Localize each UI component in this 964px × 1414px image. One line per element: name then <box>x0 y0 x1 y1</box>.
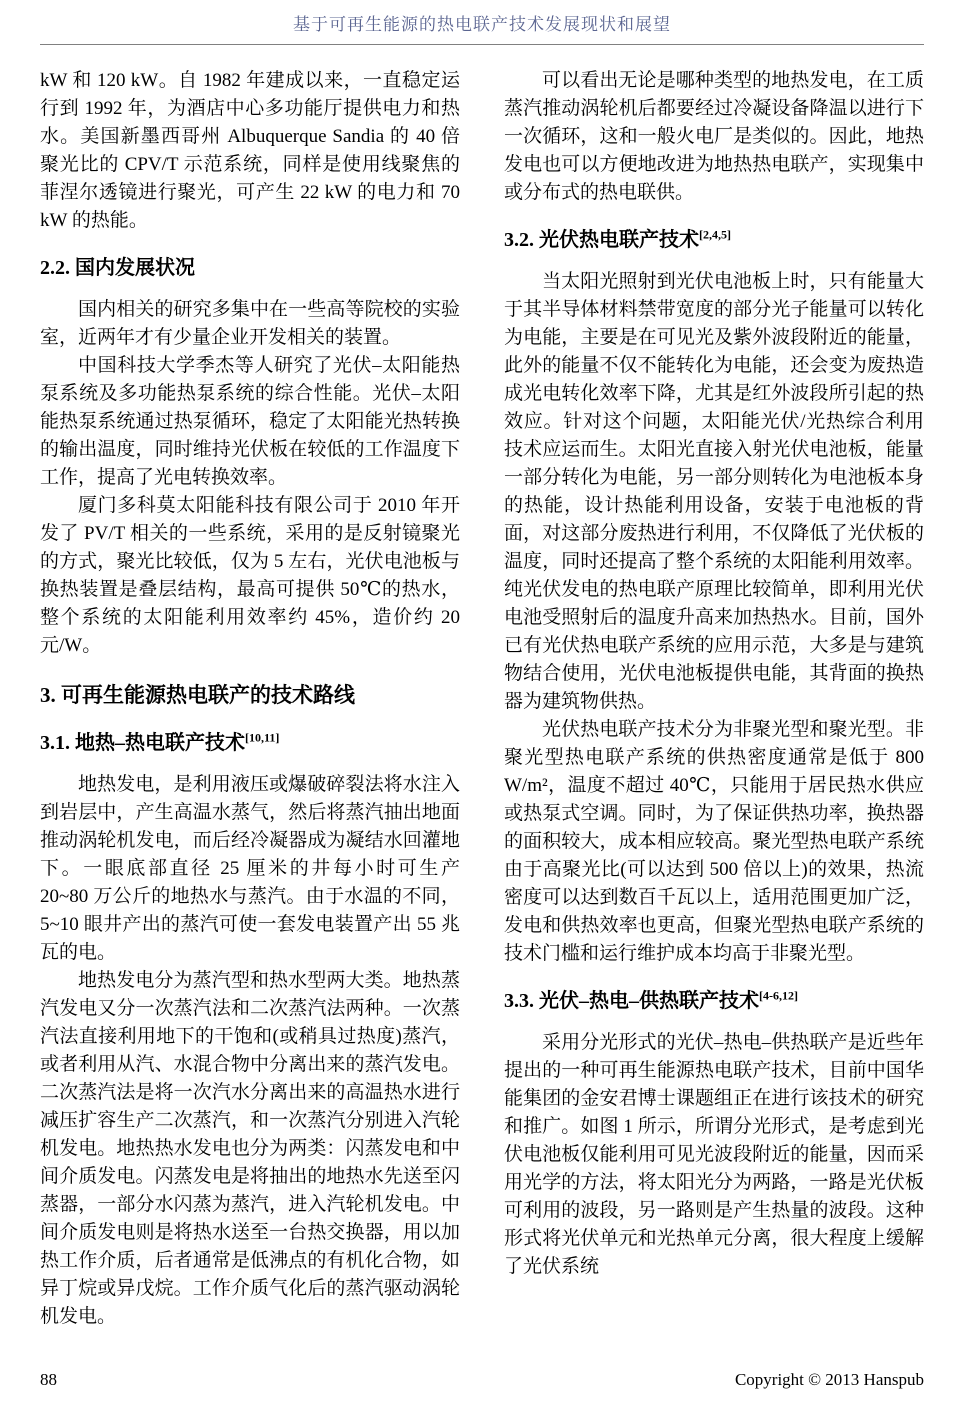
paragraph: 中国科技大学季杰等人研究了光伏–太阳能热泵系统及多功能热泵系统的综合性能。光伏–太阳能热泵系统通过热泵循环，稳定了太阳能光热转换的输出温度，同时维持光伏板在较低的工作温度下工作，提高了光电转换效率。 <box>40 355 460 488</box>
right-column <box>504 67 924 1360</box>
citation-reference: [10,11] <box>245 730 280 745</box>
left-column <box>40 67 460 1360</box>
paragraph: 地热发电，是利用液压或爆破碎裂法将水注入到岩层中，产生高温水蒸气，然后将蒸汽抽出地面推动涡轮机发电，而后经冷凝器成为凝结水回灌地下。一眼底部直径 25 厘米的井每小时可生产 20~80 万公斤的地热水与蒸汽。由于水温的不同，5~10 眼井产出的蒸汽可使一套发电装置产出 55 兆瓦的电。 <box>40 774 460 963</box>
heading-text: 3.1. 地热–热电联产技术 <box>40 732 245 754</box>
paragraph: 当太阳光照射到光伏电池板上时，只有能量大于其半导体材料禁带宽度的部分光子能量可以转化为电能，主要是在可见光及紫外波段附近的能量，此外的能量不仅不能转化为电能，还会变为废热造成光电转化效率下降，尤其是红外波段所引起的热效应。针对这个问题，太阳能光伏/光热综合利用技术应运而生。太阳光直接入射光伏电池板，能量一部分转化为电能，另一部分则转化为电池板本身的热能，设计热能利用设备，安装于电池板的背面，对这部分废热进行利用，不仅降低了光伏板的温度，同时还提高了整个系统的太阳能利用效率。纯光伏发电的热电联产原理比较简单，即利用光伏电池受照射后的温度升高来加热热水。目前，国外已有光伏热电联产系统的应用示范，大多是与建筑物结合使用，光伏电池板提供电能，其背面的换热器为建筑物供热。 <box>504 271 924 712</box>
citation-reference: [2,4,5] <box>699 227 731 242</box>
paragraph: 光伏热电联产技术分为非聚光型和聚光型。非聚光型热电联产系统的供热密度通常是低于 800 W/m²，温度不超过 40℃，只能用于居民热水供应或热泵式空调。同时，为了保证供热功率，换热器的面积较大，成本相应较高。聚光型热电联产系统由于高聚光比(可以达到 500 倍以上)的效果，热流密度可以达到数百千瓦以上，适用范围更加广泛，发电和供热效率也更高，但聚光型热电联产系统的技术门槛和运行维护成本均高于非聚光型。 <box>504 719 924 964</box>
section-heading <box>40 729 460 758</box>
page-footer <box>40 1360 924 1390</box>
citation-reference: [4-6,12] <box>759 988 798 1003</box>
paragraph: 可以看出无论是哪种类型的地热发电，在工质蒸汽推动涡轮机后都要经过冷凝设备降温以进行下一次循环，这和一般火电厂是类似的。因此，地热发电也可以方便地改进为地热热电联产，实现集中或分布式的热电联供。 <box>504 70 924 203</box>
paragraph: kW 和 120 kW。自 1982 年建成以来，一直稳定运行到 1992 年，为酒店中心多功能厅提供电力和热水。美国新墨西哥州 Albuquerque Sandia 的 40 倍聚光比的 CPV/T 示范系统，同样是使用线聚焦的菲涅尔透镜进行聚光，可产生 22 kW 的电力和 70 kW 的热能。 <box>40 70 460 231</box>
two-column-content <box>40 67 924 1360</box>
paragraph: 国内相关的研究多集中在一些高等院校的实验室，近两年才有少量企业开发相关的装置。 <box>40 299 460 348</box>
page-number: 88 <box>40 1370 57 1389</box>
copyright-text: Copyright © 2013 Hanspub <box>734 1370 924 1389</box>
section-heading <box>504 226 924 255</box>
paragraph: 地热发电分为蒸汽型和热水型两大类。地热蒸汽发电又分一次蒸汽法和二次蒸汽法两种。一次蒸汽法直接利用地下的干饱和(或稍具过热度)蒸汽，或者利用从汽、水混合物中分离出来的蒸汽发电。二次蒸汽法是将一次汽水分离出来的高温热水进行减压扩容生产二次蒸汽，和一次蒸汽分别进入汽轮机发电。地热热水发电也分为两类：闪蒸发电和中间介质发电。闪蒸发电是将抽出的地热水先送至闪蒸器，一部分水闪蒸为蒸汽，进入汽轮机发电。中间介质发电则是将热水送至一台热交换器，用以加热工作介质，后者通常是低沸点的有机化合物，如异丁烷或异戊烷。工作介质气化后的蒸汽驱动涡轮机发电。 <box>40 970 460 1327</box>
paragraph: 采用分光形式的光伏–热电–供热联产是近些年提出的一种可再生能源热电联产技术，目前中国华能集团的金安君博士课题组正在进行该技术的研究和推广。如图 1 所示，所谓分光形式，是考虑到光伏电池板仅能利用可见光波段附近的能量，因而采用光学的方法，将太阳光分为两路，一路是光伏板可利用的波段，另一路则是产生热量的波段。这种形式将光伏单元和光热单元分离，很大程度上缓解了光伏系统 <box>504 1032 924 1277</box>
section-heading <box>504 987 924 1016</box>
heading-text: 3.3. 光伏–热电–供热联产技术 <box>504 990 759 1012</box>
heading-text: 3.2. 光伏热电联产技术 <box>504 229 699 251</box>
running-title: 基于可再生能源的热电联产技术发展现状和展望 <box>293 15 671 34</box>
section-heading: 2.2. 国内发展状况 <box>40 257 195 279</box>
section-heading: 3. 可再生能源热电联产的技术路线 <box>40 683 355 707</box>
page-header <box>40 10 924 45</box>
paragraph: 厦门多科莫太阳能科技有限公司于 2010 年开发了 PV/T 相关的一些系统，采用的是反射镜聚光的方式，聚光比较低，仅为 5 左右，光伏电池板与换热装置是叠层结构，最高可提供 50℃的热水，整个系统的太阳能利用效率约 45%，造价约 20 元/W。 <box>40 495 460 656</box>
